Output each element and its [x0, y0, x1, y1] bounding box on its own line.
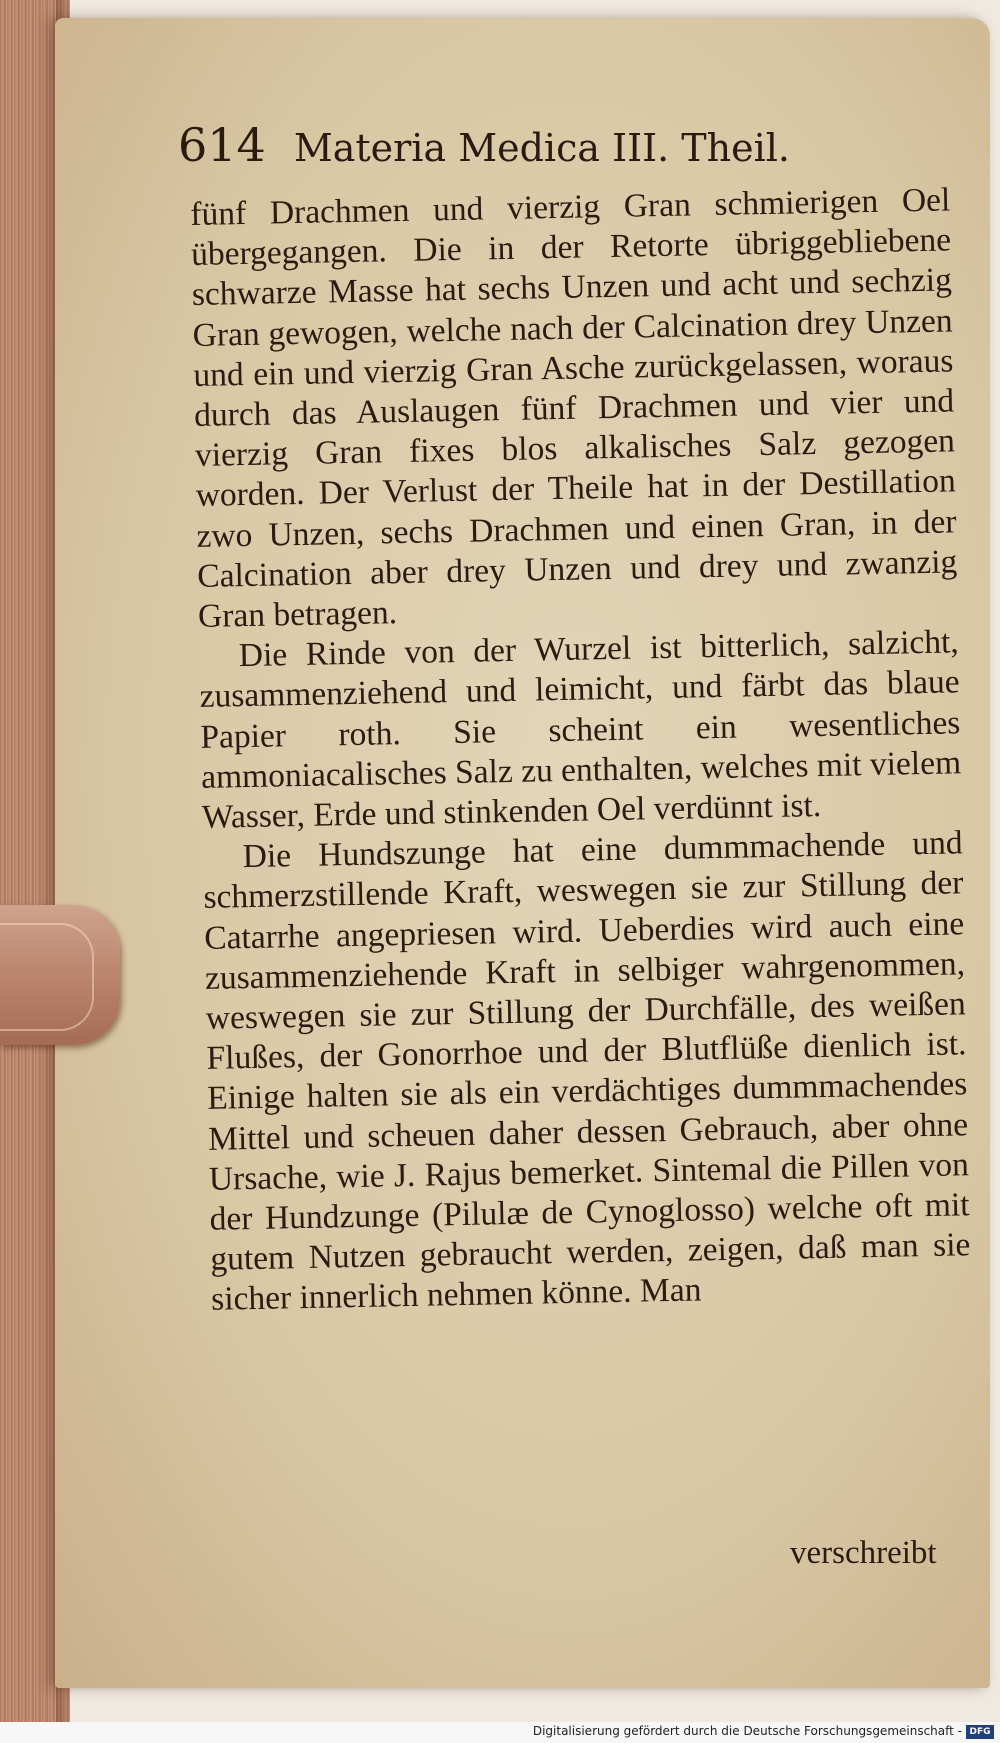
- digitization-credit: Digitalisierung gefördert durch die Deutsche Forschungsgemeinschaft -: [532, 1724, 962, 1738]
- catchword: verschreibt: [790, 1535, 937, 1571]
- paragraph-2: Die Rinde von der Wurzel ist bitterlich, salzicht, zusammenziehend und leimicht, und färbt das blaue Papier roth. Sie scheint ein wesentliches ammoniacalisches Salz zu enthalten, welches mit vielem Wasser, Erde und stinkenden Oel verdünnt ist.: [199, 623, 962, 836]
- running-head: Materia Medica III. Theil.: [293, 126, 790, 170]
- paragraph-1: fünf Drachmen und vierzig Gran schmierigen Oel übergegangen. Die in der Retorte übriggebliebene schwarze Masse hat sechs Unzen und acht und sechzig Gran gewogen, welche nach der Calcination drey Unzen und ein und vierzig Gran Asche zurückgelassen, woraus durch das Auslaugen fünf Drachmen und vier und vierzig Gran fixes blos alkalisches Salz gezogen worden. Der Verlust der Theile hat in der Destillation zwo Unzen, sechs Drachmen und einen Gran, in der Calcination aber drey Unzen und drey und zwanzig Gran betragen.: [190, 181, 958, 635]
- page-number: 614: [178, 118, 266, 172]
- page-header: [178, 118, 938, 190]
- body-text: [190, 180, 971, 1320]
- dfg-logo: DFG: [966, 1725, 994, 1739]
- bookmark-clip: [0, 905, 120, 1045]
- paragraph-3: Die Hundszunge hat eine dummmachende und schmerzstillende Kraft, weswegen sie zur Stillung der Catarrhe angepriesen wird. Ueberdies wird auch eine zusammenziehende Kraft in selbiger wahrgenommen, weswegen sie zur Stillung der Durchfälle, des weißen Flußes, der Gonorrhoe und der Blutflüße dienlich ist. Einige halten sie als ein verdächtiges dummmachendes Mittel und scheuen daher dessen Gebrauch, aber ohne Ursache, wie J. Rajus bemerket. Sintemal die Pillen von der Hundzunge (Pilulæ de Cynoglosso) welche oft mit gutem Nutzen gebraucht werden, zeigen, daß man sie sicher innerlich nehmen könne. Man: [203, 824, 971, 1319]
